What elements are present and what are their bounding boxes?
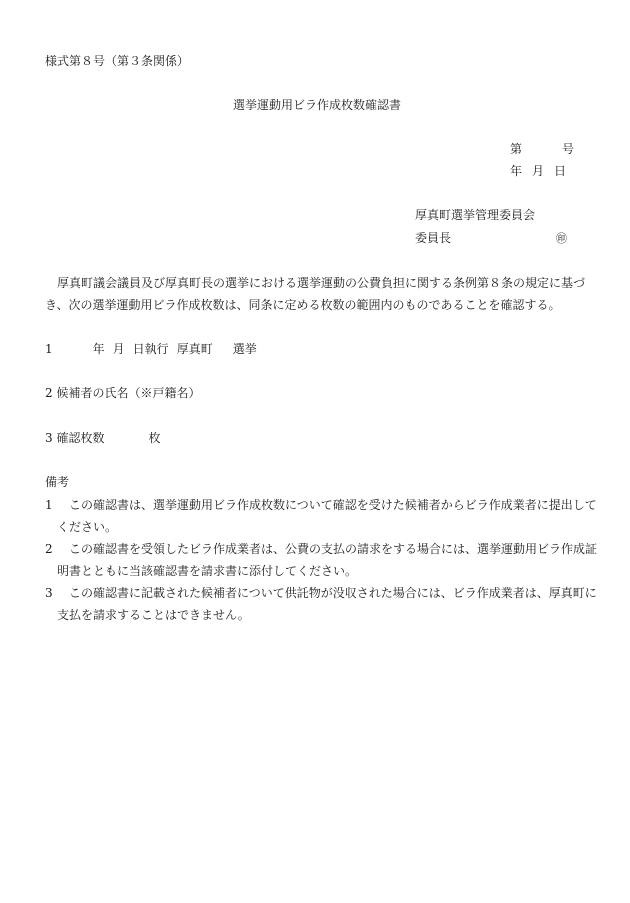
remark-text: この確認書に記載された候補者について供託物が没収された場合には、ビラ作成業者は、厚真町に支払を請求することはできません。 <box>57 586 597 622</box>
remark-number: 1 <box>45 498 53 512</box>
seal-mark: ㊞ <box>556 232 568 245</box>
form-number: 様式第８号（第３条関係） <box>45 54 190 68</box>
item3-unit: 枚 <box>148 431 161 445</box>
item-candidate-name <box>45 384 200 401</box>
remark-note <box>45 582 602 626</box>
item3-label: 確認枚数 <box>56 431 105 445</box>
remark-note <box>45 494 602 538</box>
item1-number: 1 <box>45 342 53 356</box>
date-line <box>510 162 566 179</box>
item1-month: 月 <box>112 342 125 356</box>
item-election-date <box>45 340 257 357</box>
number-go: 号 <box>562 142 575 156</box>
date-year: 年 <box>510 164 523 178</box>
number-dai: 第 <box>510 142 523 156</box>
remarks-heading: 備考 <box>45 475 70 489</box>
body-paragraph <box>45 272 590 316</box>
item2-number: 2 <box>45 386 53 400</box>
body-text: 厚真町議会議員及び厚真町長の選挙における選挙運動の公費負担に関する条例第８条の規定に基づき、次の選挙運動用ビラ作成枚数は、同条に定める枚数の範囲内のものであることを確認する。 <box>45 276 586 312</box>
issuer-chair-line <box>415 229 567 246</box>
document-number-line <box>510 140 574 157</box>
item1-election: 選挙 <box>232 342 257 356</box>
remark-number: 2 <box>45 542 53 556</box>
item1-day-held: 日執行 <box>132 342 169 356</box>
item3-number: 3 <box>45 431 53 445</box>
document-title: 選挙運動用ビラ作成枚数確認書 <box>233 98 402 112</box>
date-day: 日 <box>554 164 567 178</box>
remark-note <box>45 538 602 582</box>
date-month: 月 <box>532 164 545 178</box>
item2-label: 候補者の氏名（※戸籍名） <box>56 386 201 400</box>
remark-text: この確認書を受領したビラ作成業者は、公費の支払の請求をする場合には、選挙運動用ビラ作成証明書とともに当該確認書を請求書に添付してください。 <box>57 542 598 578</box>
chair-title: 委員長 <box>415 231 452 245</box>
issuer-committee: 厚真町選挙管理委員会 <box>415 208 536 222</box>
remark-text: この確認書は、選挙運動用ビラ作成枚数について確認を受けた候補者からビラ作成業者に提出してください。 <box>57 498 597 534</box>
item-confirmed-count <box>45 429 161 446</box>
remark-number: 3 <box>45 586 53 600</box>
item1-year: 年 <box>92 342 105 356</box>
item1-town: 厚真町 <box>176 342 213 356</box>
